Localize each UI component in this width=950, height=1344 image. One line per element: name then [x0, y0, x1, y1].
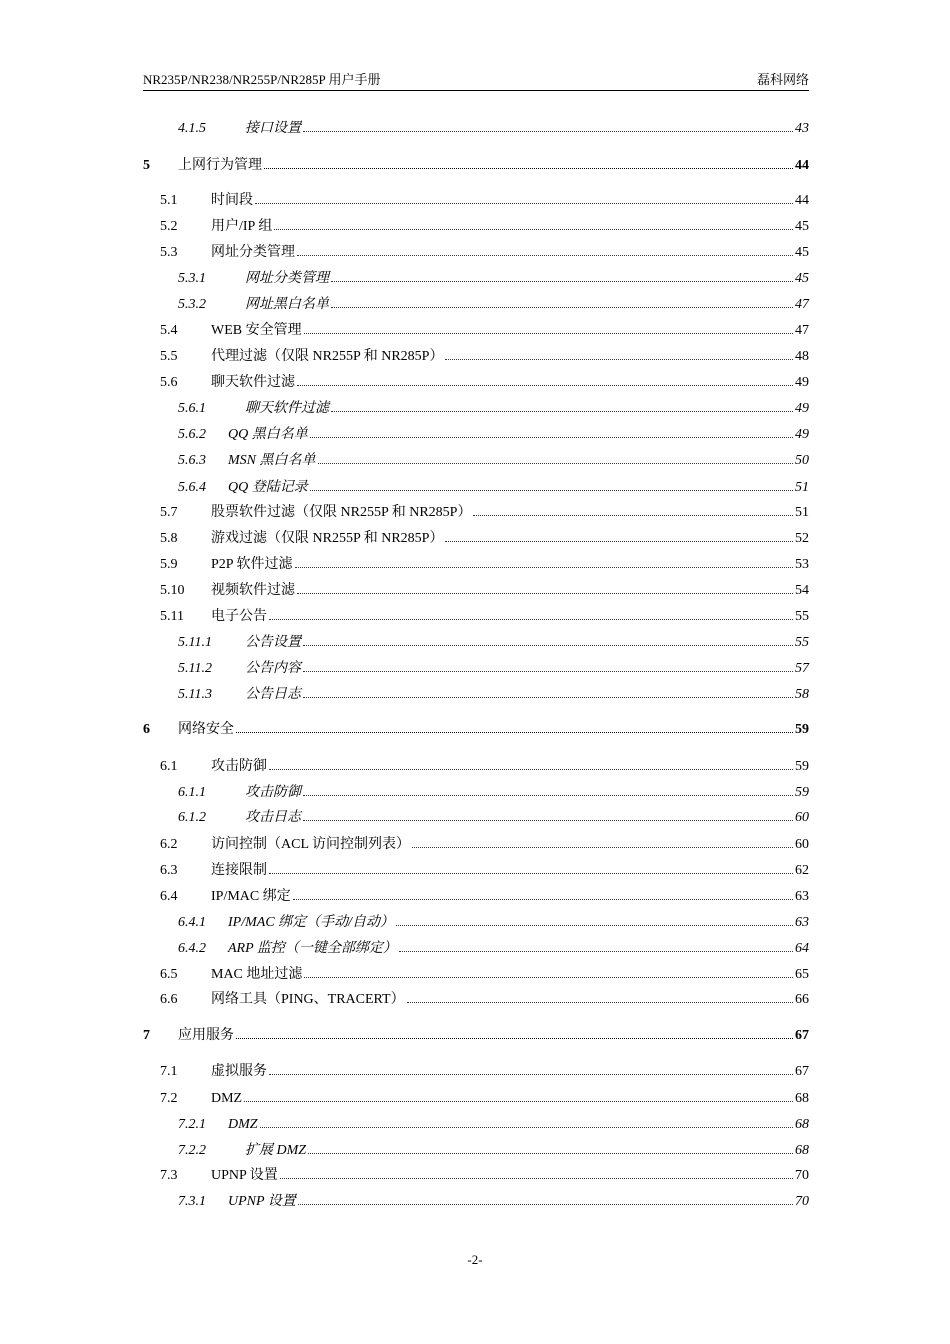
toc-entry-page: 65 — [795, 967, 809, 982]
toc-dot-leader — [297, 385, 793, 386]
toc-entry-page: 47 — [795, 323, 809, 338]
toc-dot-leader — [269, 1074, 793, 1075]
toc-entry-page: 45 — [795, 245, 809, 260]
toc-entry-page: 49 — [795, 427, 809, 442]
toc-dot-leader — [264, 168, 793, 169]
toc-entry-page: 67 — [795, 1064, 809, 1079]
toc-dot-leader — [269, 769, 793, 770]
toc-entry[interactable] — [178, 120, 809, 138]
toc-entry-number: 5.11.1 — [178, 635, 212, 650]
toc-entry-title: 网络工具（PING、TRACERT） — [211, 992, 405, 1007]
toc-entry-number: 6.4.1 — [178, 915, 206, 930]
toc-entry[interactable] — [160, 991, 809, 1009]
toc-entry-title: 视频软件过滤 — [211, 583, 295, 598]
toc-entry-page: 63 — [795, 889, 809, 904]
toc-entry[interactable] — [178, 296, 809, 314]
toc-dot-leader — [399, 951, 793, 952]
toc-entry-number: 7.2.2 — [178, 1143, 206, 1158]
toc-entry-number: 5.9 — [160, 557, 178, 572]
toc-entry-title: 网址分类管理 — [211, 245, 295, 260]
toc-entry-number: 7.3.1 — [178, 1194, 206, 1209]
toc-entry-page: 53 — [795, 557, 809, 572]
toc-entry-number: 5.1 — [160, 193, 178, 208]
toc-entry-page: 59 — [795, 759, 809, 774]
toc-dot-leader — [303, 671, 793, 672]
toc-entry[interactable] — [178, 634, 809, 652]
toc-entry-page: 64 — [795, 941, 809, 956]
toc-entry-page: 48 — [795, 349, 809, 364]
toc-entry[interactable] — [160, 504, 809, 522]
toc-entry-title: UPNP 设置 — [228, 1194, 296, 1209]
toc-entry[interactable] — [160, 1090, 809, 1108]
toc-entry-number: 6 — [143, 722, 150, 737]
toc-entry[interactable] — [160, 758, 809, 776]
toc-entry-title: 时间段 — [211, 193, 253, 208]
toc-entry[interactable] — [160, 836, 809, 854]
toc-dot-leader — [269, 619, 793, 620]
toc-entry-title: 攻击日志 — [245, 810, 301, 825]
toc-entry-title: IP/MAC 绑定（手动/自动） — [228, 915, 395, 930]
toc-dot-leader — [445, 541, 793, 542]
toc-entry-number: 6.2 — [160, 837, 178, 852]
toc-entry[interactable] — [143, 1027, 809, 1045]
toc-entry[interactable] — [178, 1142, 809, 1160]
toc-entry-page: 44 — [795, 158, 809, 173]
toc-entry[interactable] — [160, 608, 809, 626]
toc-dot-leader — [407, 1002, 793, 1003]
toc-dot-leader — [280, 1178, 793, 1179]
toc-entry[interactable] — [160, 556, 809, 574]
toc-entry[interactable] — [160, 582, 809, 600]
toc-entry-page: 50 — [795, 453, 809, 468]
toc-entry[interactable] — [160, 1167, 809, 1185]
toc-dot-leader — [295, 567, 793, 568]
toc-entry[interactable] — [143, 157, 809, 175]
toc-dot-leader — [303, 795, 793, 796]
toc-entry-page: 55 — [795, 609, 809, 624]
toc-entry-title: 用户/IP 组 — [211, 219, 273, 234]
toc-entry-number: 7.2.1 — [178, 1117, 206, 1132]
toc-entry-title: WEB 安全管理 — [211, 323, 302, 338]
toc-dot-leader — [236, 1038, 793, 1039]
toc-entry-page: 51 — [795, 505, 809, 520]
toc-entry-title: 网址黑白名单 — [245, 297, 329, 312]
toc-entry[interactable] — [178, 479, 809, 497]
toc-entry-number: 4.1.5 — [178, 121, 206, 136]
toc-entry-title: DMZ — [228, 1117, 258, 1132]
toc-entry-title: 攻击防御 — [245, 785, 301, 800]
toc-entry-title: 虚拟服务 — [211, 1064, 267, 1079]
toc-dot-leader — [304, 333, 793, 334]
header-company: 磊科网络 — [756, 72, 809, 87]
toc-entry-page: 51 — [795, 480, 809, 495]
toc-entry-number: 6.3 — [160, 863, 178, 878]
toc-entry-number: 5.6 — [160, 375, 178, 390]
toc-entry-page: 63 — [795, 915, 809, 930]
toc-entry-number: 5.2 — [160, 219, 178, 234]
toc-entry-page: 45 — [795, 219, 809, 234]
toc-entry-page: 47 — [795, 297, 809, 312]
toc-dot-leader — [260, 1127, 793, 1128]
toc-entry-number: 5.8 — [160, 531, 178, 546]
toc-dot-leader — [255, 203, 793, 204]
toc-entry-page: 60 — [795, 810, 809, 825]
toc-entry-number: 5.3.1 — [178, 271, 206, 286]
toc-dot-leader — [331, 281, 793, 282]
toc-entry-title: P2P 软件过滤 — [211, 557, 293, 572]
toc-entry-title: DMZ — [211, 1091, 243, 1106]
toc-entry[interactable] — [178, 1193, 809, 1211]
toc-dot-leader — [298, 1204, 793, 1205]
toc-entry-page: 49 — [795, 401, 809, 416]
toc-entry-title: 聊天软件过滤 — [245, 401, 329, 416]
toc-entry[interactable] — [178, 809, 809, 827]
toc-entry[interactable] — [178, 400, 809, 418]
toc-entry-page: 68 — [795, 1091, 809, 1106]
toc-dot-leader — [310, 437, 793, 438]
toc-entry-title: QQ 登陆记录 — [228, 480, 308, 495]
header-title: NR235P/NR238/NR255P/NR285P 用户手册 — [143, 72, 381, 87]
toc-entry-number: 5.11.3 — [178, 687, 212, 702]
toc-entry[interactable] — [160, 348, 809, 366]
toc-entry-page: 55 — [795, 635, 809, 650]
toc-dot-leader — [396, 925, 793, 926]
toc-dot-leader — [303, 697, 793, 698]
toc-entry-page: 68 — [795, 1117, 809, 1132]
toc-entry[interactable] — [178, 452, 809, 470]
toc-entry-title: 上网行为管理 — [178, 158, 262, 173]
toc-entry[interactable] — [143, 721, 809, 739]
toc-entry-number: 5 — [143, 158, 150, 173]
toc-entry-number: 5.7 — [160, 505, 178, 520]
toc-entry-title: 扩展 DMZ — [245, 1143, 307, 1158]
toc-entry-title: 公告设置 — [245, 635, 301, 650]
toc-entry-page: 54 — [795, 583, 809, 598]
toc-entry[interactable] — [178, 784, 809, 802]
toc-entry-number: 5.10 — [160, 583, 185, 598]
toc-entry-number: 7 — [143, 1028, 150, 1043]
toc-dot-leader — [445, 359, 793, 360]
toc-entry-page: 70 — [795, 1194, 809, 1209]
toc-entry-title: QQ 黑白名单 — [228, 427, 308, 442]
toc-entry[interactable] — [178, 686, 809, 704]
toc-entry-title: 股票软件过滤（仅限 NR255P 和 NR285P） — [211, 505, 472, 520]
toc-entry-number: 6.1 — [160, 759, 178, 774]
toc-entry-page: 59 — [795, 722, 809, 737]
toc-entry-number: 5.6.3 — [178, 453, 206, 468]
toc-entry-number: 7.1 — [160, 1064, 178, 1079]
toc-dot-leader — [304, 977, 793, 978]
toc-entry-page: 58 — [795, 687, 809, 702]
toc-entry-page: 66 — [795, 992, 809, 1007]
toc-dot-leader — [308, 1153, 793, 1154]
page-number: -2- — [467, 1252, 483, 1267]
toc-dot-leader — [310, 490, 793, 491]
toc-entry-page: 68 — [795, 1143, 809, 1158]
toc-entry-number: 5.4 — [160, 323, 178, 338]
toc-entry-title: IP/MAC 绑定 — [211, 889, 291, 904]
toc-entry-page: 60 — [795, 837, 809, 852]
toc-entry-number: 5.3.2 — [178, 297, 206, 312]
toc-entry[interactable] — [178, 914, 809, 932]
toc-dot-leader — [303, 131, 793, 132]
toc-entry-title: 公告内容 — [245, 661, 301, 676]
toc-dot-leader — [412, 847, 793, 848]
toc-dot-leader — [303, 645, 793, 646]
toc-entry-title: 应用服务 — [178, 1028, 234, 1043]
toc-entry-title: 接口设置 — [245, 121, 301, 136]
toc-entry-title: 连接限制 — [211, 863, 267, 878]
toc-entry-number: 6.1.2 — [178, 810, 206, 825]
toc-dot-leader — [269, 873, 793, 874]
toc-entry-number: 6.6 — [160, 992, 178, 1007]
toc-entry-number: 5.6.2 — [178, 427, 206, 442]
toc-dot-leader — [236, 732, 793, 733]
toc-entry-title: 代理过滤（仅限 NR255P 和 NR285P） — [211, 349, 444, 364]
toc-entry-page: 57 — [795, 661, 809, 676]
toc-dot-leader — [293, 899, 793, 900]
toc-entry[interactable] — [178, 1116, 809, 1134]
toc-dot-leader — [331, 411, 793, 412]
toc-entry-page: 44 — [795, 193, 809, 208]
toc-entry-title: 访问控制（ACL 访问控制列表） — [211, 837, 410, 852]
toc-dot-leader — [318, 463, 794, 464]
toc-entry-page: 62 — [795, 863, 809, 878]
toc-entry-number: 5.5 — [160, 349, 178, 364]
toc-entry-title: MAC 地址过滤 — [211, 967, 303, 982]
toc-dot-leader — [244, 1101, 793, 1102]
toc-entry[interactable] — [160, 218, 809, 236]
toc-entry-page: 43 — [795, 121, 809, 136]
toc-entry-title: 电子公告 — [211, 609, 267, 624]
toc-entry[interactable] — [178, 270, 809, 288]
toc-dot-leader — [297, 255, 793, 256]
toc-entry-title: 网址分类管理 — [245, 271, 329, 286]
toc-entry-number: 7.2 — [160, 1091, 178, 1106]
toc-entry[interactable] — [160, 862, 809, 880]
toc-entry[interactable] — [160, 888, 809, 906]
toc-entry-number: 6.1.1 — [178, 785, 206, 800]
toc-entry-page: 70 — [795, 1168, 809, 1183]
toc-entry-number: 5.11 — [160, 609, 184, 624]
toc-entry-title: 网络安全 — [178, 722, 234, 737]
toc-entry-page: 67 — [795, 1028, 809, 1043]
toc-entry-title: 聊天软件过滤 — [211, 375, 295, 390]
toc-dot-leader — [303, 820, 793, 821]
toc-entry-number: 5.6.1 — [178, 401, 206, 416]
toc-entry-number: 6.4 — [160, 889, 178, 904]
toc-entry-title: 攻击防御 — [211, 759, 267, 774]
toc-entry-page: 45 — [795, 271, 809, 286]
toc-entry-title: UPNP 设置 — [211, 1168, 278, 1183]
toc-entry[interactable] — [178, 660, 809, 678]
toc-entry-number: 6.5 — [160, 967, 178, 982]
toc-entry[interactable] — [160, 374, 809, 392]
toc-entry-number: 5.6.4 — [178, 480, 206, 495]
toc-entry[interactable] — [160, 1063, 809, 1081]
toc-entry[interactable] — [160, 244, 809, 262]
toc-entry-title: 公告日志 — [245, 687, 301, 702]
toc-entry-number: 7.3 — [160, 1168, 178, 1183]
toc-dot-leader — [331, 307, 793, 308]
toc-dot-leader — [297, 593, 793, 594]
toc-entry-page: 49 — [795, 375, 809, 390]
toc-entry-page: 59 — [795, 785, 809, 800]
toc-entry[interactable] — [178, 426, 809, 444]
toc-entry[interactable] — [160, 966, 809, 984]
toc-entry[interactable] — [178, 940, 809, 958]
toc-entry[interactable] — [160, 530, 809, 548]
page-header — [143, 70, 809, 91]
toc-dot-leader — [473, 515, 793, 516]
toc-entry-number: 6.4.2 — [178, 941, 206, 956]
toc-entry[interactable] — [160, 192, 809, 210]
toc-dot-leader — [274, 229, 793, 230]
toc-entry-title: 游戏过滤（仅限 NR255P 和 NR285P） — [211, 531, 444, 546]
toc-entry-title: ARP 监控（一键全部绑定） — [228, 941, 397, 956]
toc-entry[interactable] — [160, 322, 809, 340]
toc-entry-number: 5.11.2 — [178, 661, 212, 676]
toc-entry-title: MSN 黑白名单 — [228, 453, 316, 468]
toc-entry-number: 5.3 — [160, 245, 178, 260]
toc-entry-page: 52 — [795, 531, 809, 546]
